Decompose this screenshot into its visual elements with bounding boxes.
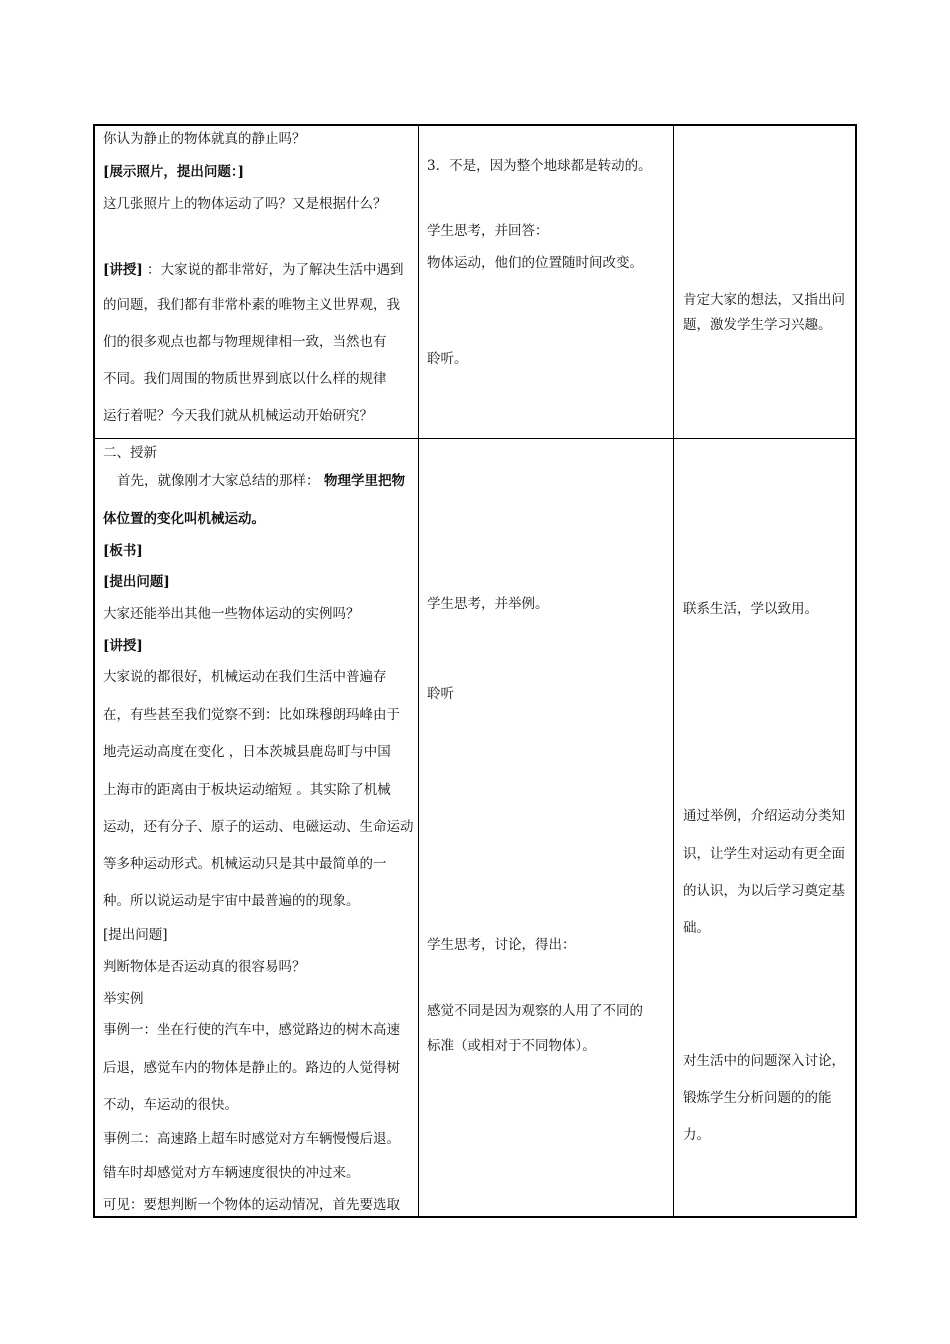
text-line: 举实例 [103,991,144,1007]
text-line: 通过举例，介绍运动分类知 [683,808,845,824]
text-line: 大家还能举出其他一些物体运动的实例吗？ [103,606,360,622]
text-line: 锻炼学生分析问题的的能 [683,1090,832,1106]
text-line: 这几张照片上的物体运动了吗？又是根据什么？ [103,196,387,212]
text-line: 不同。我们周围的物质世界到底以什么样的规律 [103,371,387,387]
text-line: 物体运动，他们的位置随时间改变。 [427,255,643,271]
text-line: 二、授新 [103,445,157,461]
text-line: 的认识，为以后学习奠定基 [683,883,845,899]
row-divider [95,438,855,439]
text-line: 在，有些甚至我们觉察不到：比如珠穆朗玛峰由于 [103,707,400,723]
text-line: 力。 [683,1127,710,1143]
text-line: 可见：要想判断一个物体的运动情况，首先要选取 [103,1197,400,1213]
text-line: 运动，还有分子、原子的运动、电磁运动、生命运动 [103,819,414,835]
text-line-bold: [讲授] [103,638,143,654]
text-line: 3．不是，因为整个地球都是转动的。 [427,158,652,174]
text-line: 运行着呢？今天我们就从机械运动开始研究？ [103,408,373,424]
text-line: [提出问题] [103,927,168,943]
text-line-bold: 物理学里把物 [324,473,405,489]
text-line: 聆听 [427,686,454,702]
text-line: 学生思考，讨论，得出： [427,937,576,953]
text-line: 不动，车运动的很快。 [103,1097,238,1113]
text-line: 错车时却感觉对方车辆速度很快的冲过来。 [103,1165,360,1181]
text-line: 你认为静止的物体就真的静止吗？ [103,131,306,147]
text-line-bold: [提出问题] [103,574,170,590]
text-line: 事例一：坐在行使的汽车中，感觉路边的树木高速 [103,1022,400,1038]
text-line: ：大家说的都非常好，为了解决生活中遇到 [147,262,404,278]
text-line: 种。所以说运动是宇宙中最普遍的的现象。 [103,893,360,909]
text-line: 后退，感觉车内的物体是静止的。路边的人觉得树 [103,1060,400,1076]
text-line: 地壳运动高度在变化 ，日本茨城县鹿岛町与中国 [103,744,391,760]
text-line-bold: [展示照片，提出问题：] [103,164,245,180]
text-line: 首先，就像刚才大家总结的那样： [117,473,320,489]
text-line: 对生活中的问题深入讨论， [683,1053,845,1069]
text-line: 础。 [683,920,710,936]
text-line: 联系生活，学以致用。 [683,601,818,617]
text-line: 学生思考，并举例。 [427,596,549,612]
text-line: 大家说的都很好，机械运动在我们生活中普遍存 [103,669,387,685]
text-line: 上海市的距离由于板块运动缩短 。其实除了机械 [103,782,391,798]
text-line: 事例二：高速路上超车时感觉对方车辆慢慢后退。 [103,1131,400,1147]
column-divider [673,126,674,1216]
text-line: 感觉不同是因为观察的人用了不同的 [427,1003,643,1019]
lesson-plan-table [93,124,857,1218]
text-line: 题，激发学生学习兴趣。 [683,317,832,333]
column-divider [418,126,419,1216]
text-line-bold: 体位置的变化叫机械运动。 [103,511,265,527]
text-line-bold: [讲授] [103,262,143,278]
text-line: 聆听。 [427,351,468,367]
text-line: 肯定大家的想法，又指出问 [683,292,845,308]
text-line: 的问题，我们都有非常朴素的唯物主义世界观，我 [103,297,400,313]
text-line: 识，让学生对运动有更全面 [683,846,845,862]
text-line: 学生思考，并回答： [427,223,549,239]
text-line-bold: [板书] [103,543,143,559]
text-line: 判断物体是否运动真的很容易吗？ [103,959,306,975]
text-line: 标准（或相对于不同物体）。 [427,1038,596,1054]
text-line: 们的很多观点也都与物理规律相一致，当然也有 [103,334,387,350]
text-line: 等多种运动形式。机械运动只是其中最简单的一 [103,856,387,872]
